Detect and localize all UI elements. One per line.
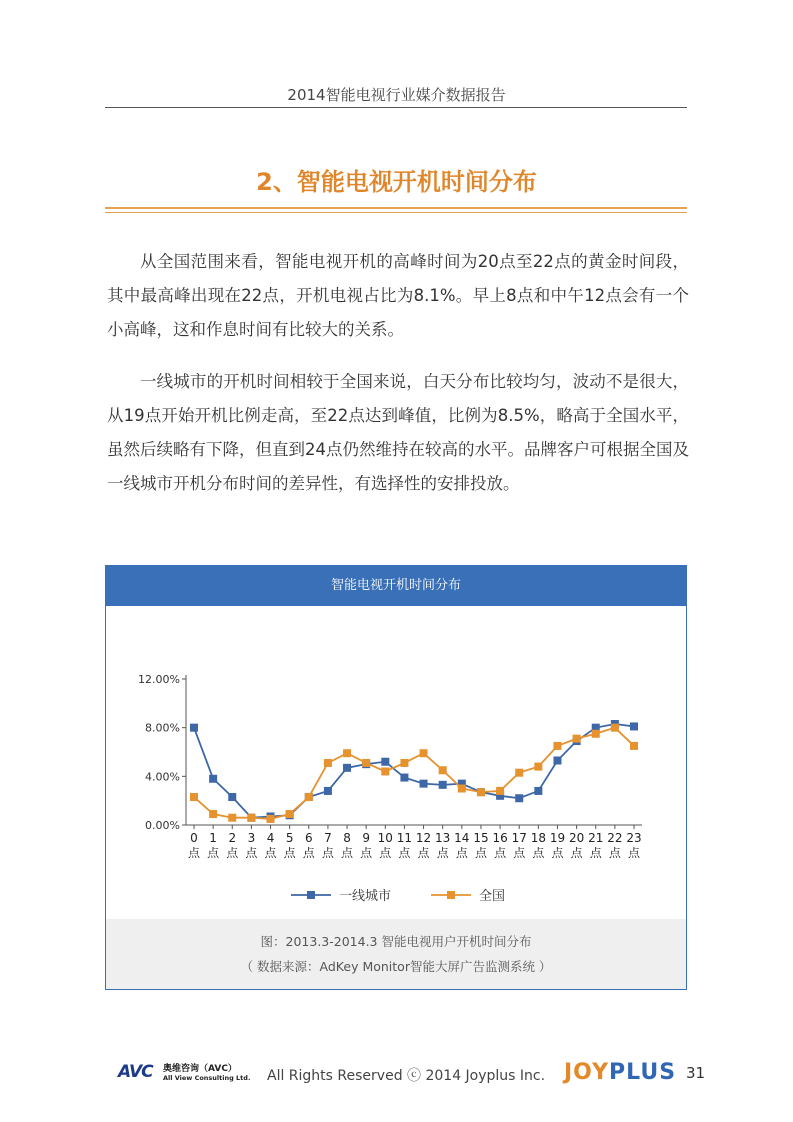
series-point-0 [534,787,542,795]
x-tick-label: 3 [247,831,256,845]
series-point-1 [305,793,313,801]
series-point-0 [439,781,447,789]
x-tick-label-unit: 点 [226,846,239,860]
series-line-1 [194,728,634,819]
series-point-0 [209,775,217,783]
x-tick-label-unit: 点 [608,846,621,860]
x-tick-label: 1 [209,831,217,845]
x-tick-label-unit: 点 [187,846,201,860]
footer [0,1060,793,1090]
x-tick-label: 19 [549,831,566,845]
page-header-title: 2014智能电视行业媒介数据报告 [287,86,506,104]
x-tick-label: 8 [343,831,351,845]
x-tick-label-unit: 点 [283,846,296,860]
series-point-0 [381,758,389,766]
series-point-1 [534,763,542,771]
joyplus-logo-plus: PLUS [609,1060,677,1085]
series-point-1 [381,767,389,775]
page-number: 31 [686,1064,706,1082]
x-tick-label: 17 [511,831,527,845]
x-tick-label: 16 [492,831,508,845]
caption-area [106,919,686,989]
series-point-0 [400,774,408,782]
x-tick-label: 9 [362,831,370,845]
series-line-0 [194,724,634,818]
x-tick-label: 6 [304,831,313,845]
x-tick-label-unit: 点 [341,846,354,860]
joyplus-logo [564,1060,676,1085]
series-point-1 [420,749,428,757]
x-tick-label: 15 [473,831,489,845]
series-point-0 [324,787,332,795]
x-tick-label-unit: 点 [589,846,602,860]
x-tick-label-unit: 点 [360,846,373,860]
legend-label-0: 一线城市 [339,889,392,904]
x-tick-label: 20 [568,831,585,845]
y-tick-label: 0.00% [145,819,180,832]
series-point-0 [190,724,198,732]
series-point-1 [343,749,351,757]
x-tick-label-unit: 点 [417,846,430,860]
chart-box [105,565,687,990]
x-tick-label: 7 [324,831,332,845]
series-point-1 [630,742,638,750]
x-tick-label-unit: 点 [627,846,641,860]
x-tick-label-unit: 点 [245,846,258,860]
x-tick-label: 12 [415,831,432,845]
series-point-0 [553,757,561,765]
x-tick-label: 10 [377,831,393,845]
section-title: 2、智能电视开机时间分布 [256,168,537,196]
series-point-0 [420,780,428,788]
x-tick-label: 13 [435,831,451,845]
x-tick-label: 0 [190,831,198,845]
x-tick-label-unit: 点 [474,846,487,860]
series-point-1 [553,742,561,750]
series-point-1 [286,810,294,818]
x-tick-label: 11 [396,831,413,845]
series-point-1 [439,766,447,774]
x-tick-label-unit: 点 [513,846,526,860]
series-point-1 [515,769,523,777]
x-tick-label: 23 [626,831,642,845]
x-tick-label: 5 [285,831,294,845]
x-tick-label: 22 [607,831,623,845]
x-tick-label: 4 [266,831,275,845]
avc-logo: AVC [118,1062,153,1082]
y-tick-label: 4.00% [145,770,180,784]
series-point-1 [573,735,581,743]
series-point-1 [362,759,370,767]
joyplus-logo-joy: JOY [564,1060,610,1085]
caption-line-1: 图：2013.3-2014.3 智能电视用户开机时间分布 [260,934,532,949]
x-tick-label: 14 [454,831,470,845]
x-tick-label-unit: 点 [532,846,545,860]
series-point-1 [611,724,619,732]
x-tick-label: 18 [530,831,546,845]
series-point-1 [267,815,275,823]
y-tick-label: 12.00% [138,673,180,686]
series-point-0 [343,764,351,772]
x-tick-label-unit: 点 [551,846,564,860]
series-point-1 [400,759,408,767]
legend-marker-1 [447,891,455,899]
x-tick-label-unit: 点 [321,846,334,860]
series-point-0 [515,794,523,802]
series-point-1 [247,814,255,822]
line-chart [106,606,686,919]
rights-notice: All Rights Reserved ⓒ 2014 Joyplus Inc. [267,1068,546,1084]
series-point-0 [228,793,236,801]
series-point-1 [458,785,466,793]
series-point-1 [324,759,332,767]
x-tick-label-unit: 点 [379,846,392,860]
series-point-1 [209,810,217,818]
x-tick-label-unit: 点 [436,846,449,860]
x-tick-label-unit: 点 [398,846,411,860]
series-point-0 [630,722,638,730]
series-point-1 [496,787,504,795]
avc-chinese-name: 奥维咨询（AVC） [163,1064,237,1074]
paragraph-2: 一线城市的开机时间相较于全国来说，白天分布比较均匀，波动不是很大，从19点开始开机比例走高，至22点达到峰值，比例为8.5%，略高于全国水平，虽然后续略有下降，但直到24点仍然维持在较高的水平。品牌客户可根据全国及一线城市开机分布时间的差异性，有选择性的安排投放。 [107,372,689,493]
x-tick-label-unit: 点 [494,846,507,860]
header-rule [105,107,687,108]
title-rule-thick [105,207,687,209]
avc-english-name: All View Consulting Ltd. [163,1074,251,1082]
x-tick-label: 2 [228,831,237,845]
x-tick-label-unit: 点 [264,846,277,860]
x-tick-label: 21 [588,831,604,845]
x-tick-label-unit: 点 [302,846,315,860]
title-rule-thin [105,212,687,213]
chart-title: 智能电视开机时间分布 [106,566,686,606]
legend-marker-0 [307,891,315,899]
x-tick-label-unit: 点 [570,846,583,860]
series-point-1 [190,793,198,801]
paragraph-1: 从全国范围来看，智能电视开机的高峰时间为20点至22点的黄金时间段，其中最高峰出现在22点，开机电视占比为8.1%。早上8点和中午12点会有一个小高峰，这和作息时间有比较大的关系。 [107,252,689,339]
series-point-1 [228,814,236,822]
legend-label-1: 全国 [479,889,506,904]
x-tick-label-unit: 点 [455,846,468,860]
caption-line-2: （ 数据来源：AdKey Monitor智能大屏广告监测系统 ） [240,959,552,974]
y-tick-label: 8.00% [145,721,180,735]
x-tick-label-unit: 点 [207,846,220,860]
series-point-1 [592,730,600,738]
series-point-1 [477,788,485,796]
